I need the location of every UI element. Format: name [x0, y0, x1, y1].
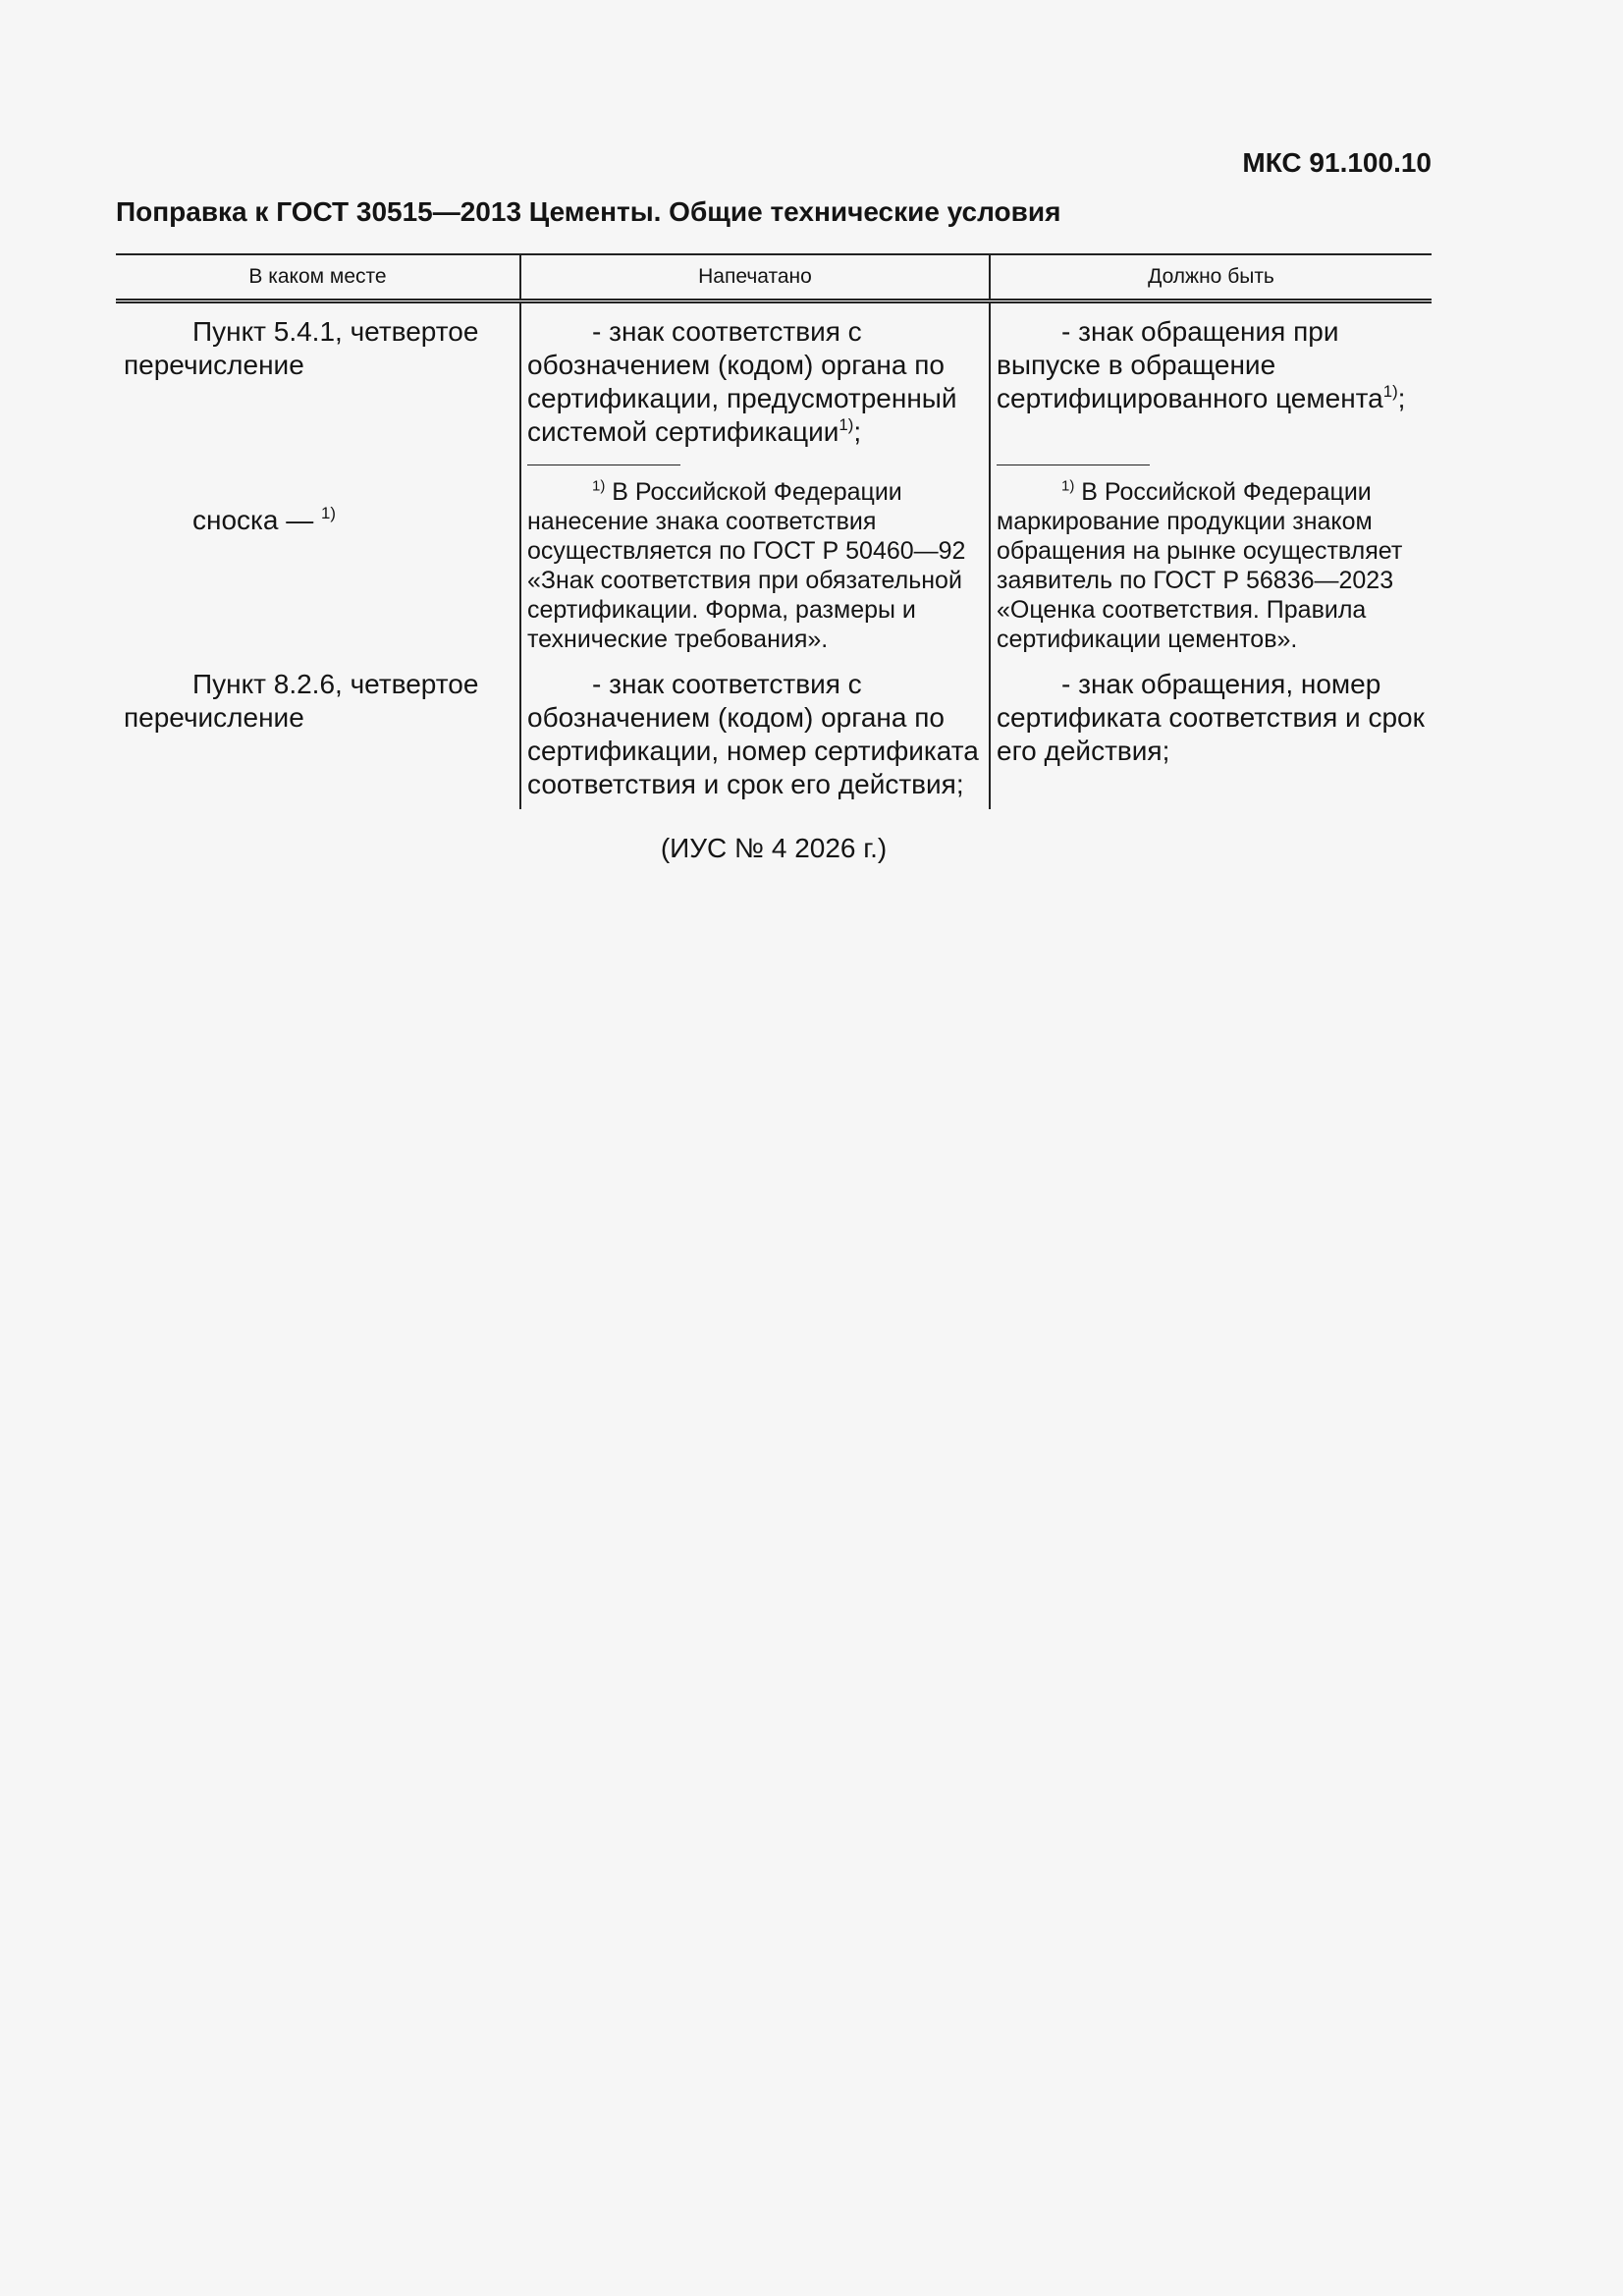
page-title: Поправка к ГОСТ 30515—2013 Цементы. Общие технические условия: [116, 196, 1061, 227]
cell-printed: [520, 301, 990, 465]
printed-footnote-text: В Российской Федерации нанесение знака соответствия осуществляется по ГОСТ Р 50460—92 «Знак соответствия при обязательной сертификации. Форма, размеры и технические требования».: [527, 478, 966, 653]
footnote-mark: 1): [1061, 477, 1075, 495]
place-text: Пункт 5.4.1, четвертое перечисление: [124, 316, 479, 380]
should-be-footnote-text: В Российской Федерации маркирование продукции знаком обращения на рынке осуществляет заявитель по ГОСТ Р 56836—2023 «Оценка соответствия. Правила сертификации цементов».: [997, 478, 1403, 653]
footnote-mark: 1): [1382, 382, 1398, 402]
cell-printed: [520, 668, 990, 809]
printed-suffix: ;: [853, 416, 862, 447]
table-row: [116, 465, 1432, 668]
cell-should-be: [990, 668, 1432, 809]
table-row: [116, 301, 1432, 465]
cell-should-be-footnote: [990, 465, 1432, 668]
table-row: [116, 668, 1432, 809]
document-code: МКС 91.100.10: [1242, 147, 1432, 178]
place-text: сноска —: [192, 505, 322, 535]
cell-should-be: [990, 301, 1432, 465]
printed-text: - знак соответствия с обозначением (кодом) органа по сертификации, номер сертификата соответствия и срок его действия;: [527, 669, 979, 799]
column-header-place: В каком месте: [116, 254, 520, 301]
footnote-text: [527, 477, 983, 654]
should-be-text: - знак обращения при выпуске в обращение сертифицированного цемента: [997, 316, 1383, 413]
printed-text: - знак соответствия с обозначением (кодом) органа по сертификации, предусмотренный системой сертификации: [527, 316, 957, 447]
footnote-mark: 1): [839, 415, 854, 435]
footnote-mark: 1): [592, 477, 606, 495]
footnote-text: [997, 477, 1426, 654]
cell-place: [116, 668, 520, 809]
cell-printed-footnote: [520, 465, 990, 668]
column-header-printed: Напечатано: [520, 254, 990, 301]
ius-reference: (ИУС № 4 2026 г.): [660, 833, 888, 863]
should-be-text: - знак обращения, номер сертификата соответствия и срок его действия;: [997, 669, 1425, 766]
place-text: Пункт 8.2.6, четвертое перечисление: [124, 669, 479, 733]
table-header-row: [116, 254, 1432, 301]
cell-place: [116, 465, 520, 668]
should-be-suffix: ;: [1397, 383, 1406, 413]
footnote-mark: 1): [321, 504, 336, 523]
column-header-should-be: Должно быть: [990, 254, 1432, 301]
cell-place: [116, 301, 520, 465]
correction-table: [116, 253, 1432, 809]
